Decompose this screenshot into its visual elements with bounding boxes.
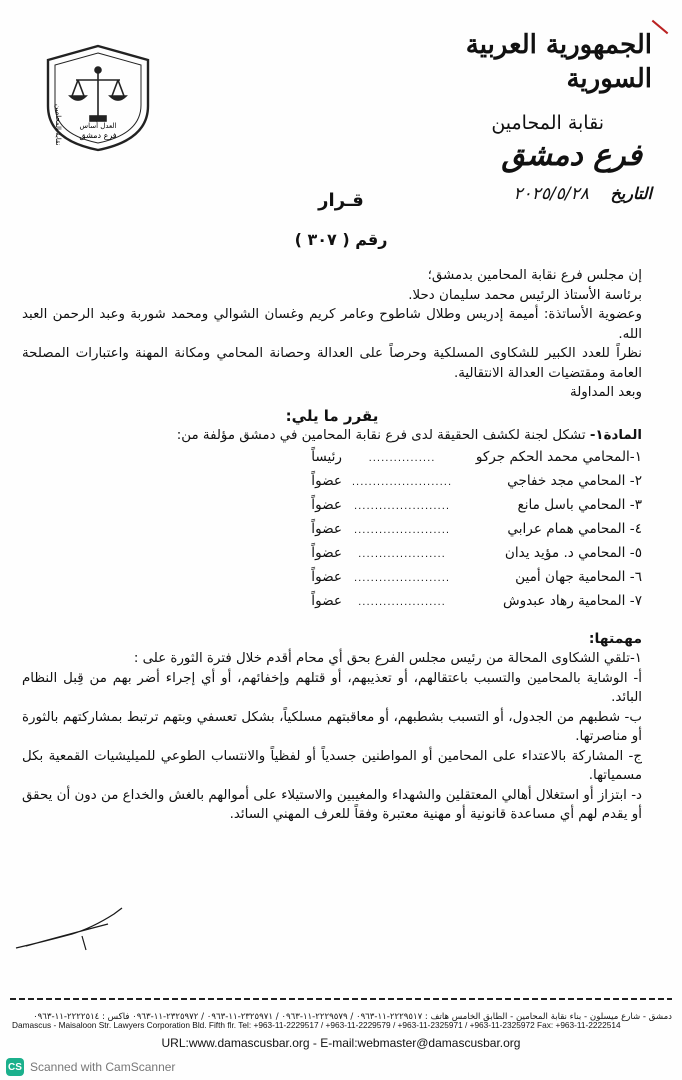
task-item: ب- شطبهم من الجدول، أو التسبب بشطبهم، أو معاقبتهم مسلكياً، بشكل تعسفي وبتهم ترتبط بمشاركتهم بالثورة أو مناصرتها.: [22, 709, 642, 744]
member-name: ٢- المحامي مجد خفاجي: [507, 472, 642, 489]
letterhead-footer: [0, 996, 682, 1080]
seal-top-text: نقابة المحامين: [54, 104, 62, 146]
member-dots: .......................: [353, 524, 451, 536]
committee-members: [22, 448, 642, 616]
task-item: أ- الوشاية بالمحامين والتسبب باعتقالهم، أو تعذيبهم، أو قتلهم وإخفائهم، أو أي إجراء أضر بهم من قِبل النظام البائد.: [22, 670, 642, 705]
decision-body: [22, 266, 642, 825]
member-name: ١-المحامي محمد الحكم جركو: [475, 448, 642, 465]
member-role: عضواً: [311, 472, 342, 489]
member-row: [22, 496, 642, 520]
member-role: عضواً: [311, 544, 342, 561]
footer-english-address: Damascus - Maisaloon Str. Lawyers Corporation Bld. Fifth flr. Tel: +963-11-2229517 / +963-11-2229579 / +963-11-2325971 / +963-11-2325972 Fax: +963-11-2222514: [12, 1020, 621, 1030]
member-dots: .......................: [353, 572, 451, 584]
bar-association-name: نقابة المحامين: [491, 112, 604, 134]
article-text: تشكل لجنة لكشف الحقيقة لدى فرع نقابة المحامين في دمشق مؤلفة من:: [176, 428, 590, 443]
preamble-line: إن مجلس فرع نقابة المحامين بدمشق؛: [427, 268, 642, 283]
scales-icon: [70, 67, 126, 121]
preamble-line: وبعد المداولة: [570, 385, 642, 400]
preamble-line: نظراً للعدد الكبير للشكاوى المسلكية وحرصاً على العدالة وحصانة المحامي ومكانة المهنة واعتبارات المصلحة العامة ومقتضيات العدالة الانتقالية.: [22, 346, 642, 381]
decision-number: رقم ( ٣٠٧ ): [294, 230, 388, 249]
camscanner-icon: CS: [6, 1058, 24, 1076]
date-value: ٢٠٢٥/٥/٢٨: [513, 184, 589, 204]
task-item: د- ابتزاز أو استغلال أهالي المعتقلين والشهداء والمغيبين والاستيلاء على أموالهم بالغش والخداع من دون أن يحقق أو يقدم لهم أي مساعدة قانونية أو مهنية معتبرة وفقاً للعرف المهني السائد.: [22, 787, 642, 822]
bar-association-seal: [44, 44, 152, 152]
member-row: [22, 472, 642, 496]
article-label: المادة١-: [589, 428, 642, 443]
footer-divider: [10, 998, 672, 1000]
member-dots: ................: [368, 452, 436, 464]
decides-heading: يقرر ما يلي:: [285, 406, 379, 425]
footer-url-email[interactable]: URL:www.damascusbar.org - E-mail:webmaster@damascusbar.org: [161, 1036, 521, 1050]
member-dots: .....................: [358, 596, 446, 608]
member-role: عضواً: [311, 520, 342, 537]
member-name: ٦- المحامية جهان أمين: [515, 568, 642, 585]
member-row: [22, 568, 642, 592]
member-dots: .......................: [353, 500, 451, 512]
letterhead: [432, 28, 652, 204]
member-role: عضواً: [311, 496, 342, 513]
preamble-line: وعضوية الأساتذة: أميمة إدريس وطلال شاطوح وعامر كريم وغسان الشوالي ومحمد شوربة وعبد الرحمن العبد الله.: [22, 307, 642, 342]
member-role: عضواً: [311, 568, 342, 585]
member-dots: .....................: [358, 548, 446, 560]
committee-tasks: [22, 630, 642, 825]
decision-title: قـرار: [318, 190, 364, 211]
date-label: التاريخ: [610, 184, 652, 203]
member-dots: ........................: [351, 476, 453, 488]
member-name: ٧- المحامية رهاد عبدوش: [503, 592, 642, 609]
signature: [12, 896, 132, 956]
scanner-watermark: [6, 1058, 175, 1076]
member-name: ٤- المحامي همام عرابي: [507, 520, 642, 537]
footer-arabic-address: دمشق - شارع ميسلون - بناء نقابة المحامين - الطابق الخامس هاتف : ٢٢٢٩٥١٧-١١-٠٩٦٣ / ٢٢٢٩٥٧٩-١١-٠٩٦٣ / ٢٣٢٥٩٧١-١١-٠٩٦٣ / ٢٣٢٥٩٧٢-١١-٠٩٦٣ فاكس : ٢٢٢٢٥١٤-١١-٠٩٦٣: [33, 1012, 672, 1022]
tasks-intro: ١-تلقي الشكاوى المحالة من رئيس مجلس الفرع بحق أي محام أقدم خلال فترة الثورة على :: [133, 651, 642, 666]
tasks-heading: مهمتها:: [588, 630, 642, 647]
member-row: [22, 544, 642, 568]
preamble-line: برئاسة الأستاذ الرئيس محمد سليمان دحلا.: [408, 287, 642, 303]
scanner-text: Scanned with CamScanner: [30, 1060, 176, 1074]
task-item: ج- المشاركة بالاعتداء على المحامين أو المواطنين جسدياً أو لفظياً والانتساب الطوعي للميليشيات القمعية بكل مسمياتها.: [22, 748, 642, 783]
member-role: رئيساً: [311, 448, 342, 465]
member-name: ٣- المحامي باسل مانع: [517, 496, 642, 513]
seal-bottom-text: فرع دمشق: [79, 131, 117, 140]
member-row: [22, 448, 642, 472]
member-row: [22, 592, 642, 616]
republic-name: الجمهورية العربية السورية: [465, 30, 652, 94]
member-name: ٥- المحامي د. مؤيد يدان: [504, 544, 642, 561]
member-role: عضواً: [311, 592, 342, 609]
pen-mark: [652, 20, 669, 34]
article-1: [22, 426, 642, 446]
seal-motto: العدل أساس: [79, 122, 117, 130]
branch-name: فرع دمشق: [501, 138, 642, 173]
member-row: [22, 520, 642, 544]
